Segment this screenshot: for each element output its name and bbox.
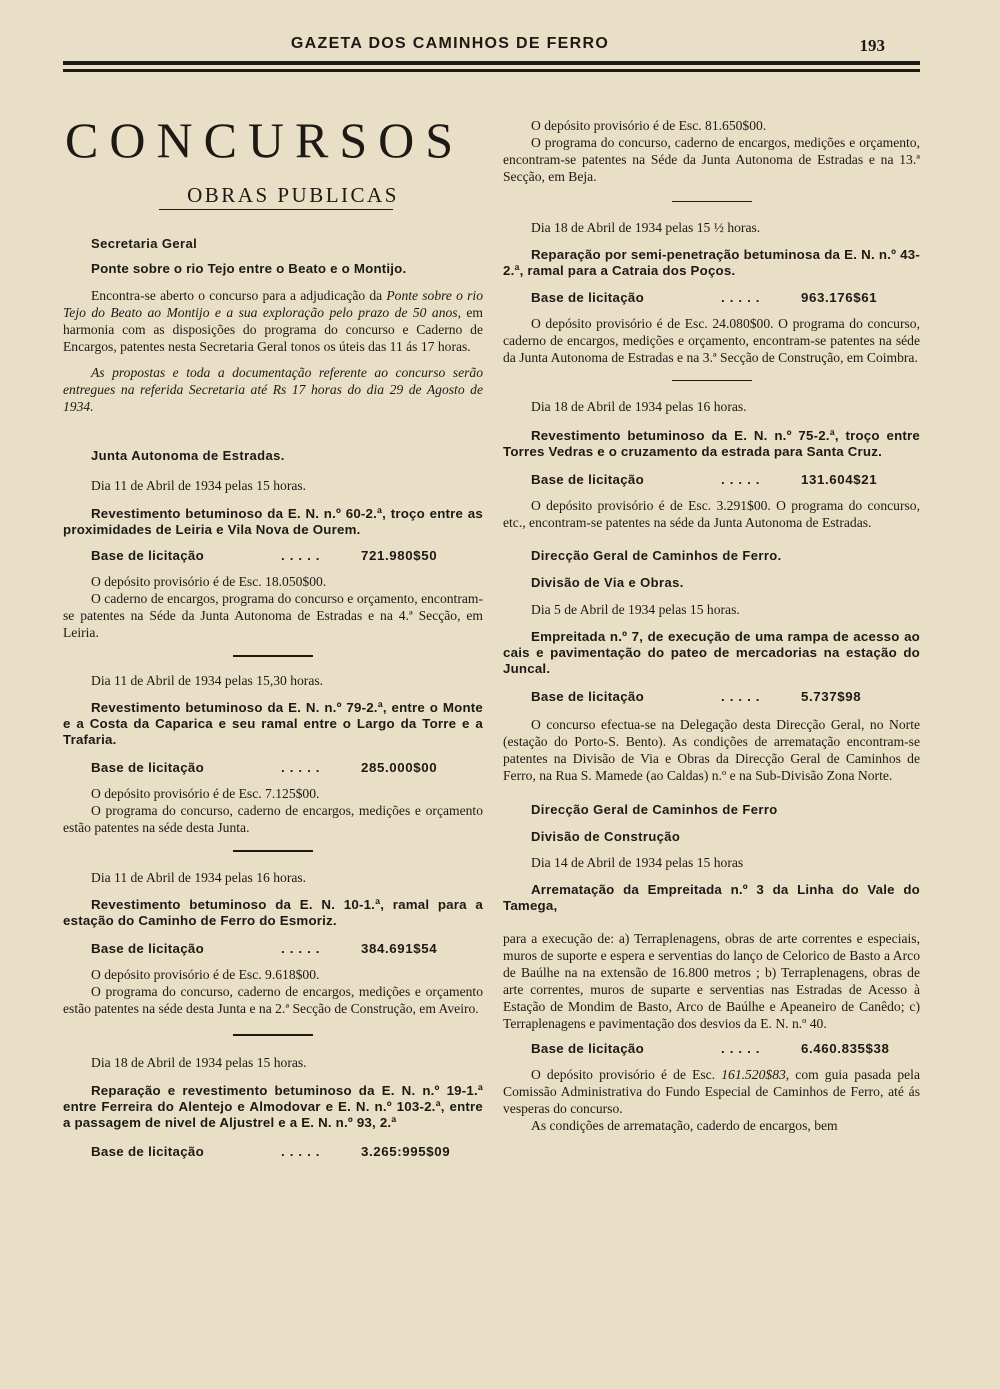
notice-date: Dia 18 de Abril de 1934 pelas 16 horas. [531,399,747,414]
separator-rule [672,201,752,202]
subtitle-underline [159,209,393,210]
header-rule-secondary [63,69,920,72]
notice-paragraph: As propostas e toda a documentação referente ao concurso serão entregues na referida Secretaria até Rs 17 horas do dia 29 de Agosto de 1934. [63,365,483,414]
org-heading: Direcção Geral de Caminhos de Ferro. [531,548,782,563]
notice-paragraph: O concurso efectua-se na Delegação desta Direcção Geral, no Norte (estação do Porto-S. Bento). As condições de arrematação encontram-se patentes na Divisão de Via e Obras da Direcção Geral de Caminhos de Ferro, na Rua S. Mamede (ao Caldas) n.º e na Sub-Divisão Zona Norte. [503,717,920,783]
base-licitacao: Base de licitação ..... 963.176$61 [531,290,878,305]
notice-paragraph: O programa do concurso, caderno de encargos, medições e orçamento estão patentes na séde desta Junta e na 2.ª Secção de Construção, em Aveiro. [63,984,483,1016]
base-licitacao: Base de licitação ..... 285.000$00 [91,760,438,775]
base-licitacao: Base de licitação ..... 384.691$54 [91,941,438,956]
notice-title: Revestimento betuminoso da E. N. n.º 79-2.ª, entre o Monte e a Costa da Caparica e seu ramal entre o Largo da Torre e a Trafaria. [63,700,483,747]
notice-paragraph: O depósito provisório é de Esc. 24.080$00. O programa do concurso, caderno de encargos, medições e orçamento, encontram-se patentes na séde da Junta Autonoma de Estradas e na 3.ª Secção de Construção, em Coimbra. [503,316,920,365]
notice-date: Dia 5 de Abril de 1934 pelas 15 horas. [531,602,740,617]
notice-title: Arrematação da Empreitada n.º 3 da Linha do Vale do Tamega, [503,882,920,913]
base-licitacao: Base de licitação ..... 721.980$50 [91,548,438,563]
notice-paragraph: As condições de arrematação, caderdo de encargos, bem [531,1118,838,1133]
base-licitacao: Base de licitação ..... 5.737$98 [531,689,862,704]
notice-paragraph: O depósito provisório é de Esc. 3.291$00. O programa do concurso, etc., encontram-se patentes na séde da Junta Autonoma de Estradas. [503,498,920,530]
notice-date: Dia 18 de Abril de 1934 pelas 15 ½ horas. [531,220,761,235]
header-rule [63,61,920,65]
notice-date: Dia 11 de Abril de 1934 pelas 15,30 horas. [91,673,324,688]
notice-paragraph: O depósito provisório é de Esc. 9.618$00. [91,967,320,982]
notice-title: Reparação e revestimento betuminoso da E. N. n.º 19-1.ª entre Ferreira do Alentejo e Almodovar e E. N. n.º 103-2.ª, entre a passagem de nivel de Aljustrel e a E. N. n.º 93, 2.ª [63,1083,483,1130]
notice-title: Revestimento betuminoso da E. N. 10-1.ª, ramal para a estação do Caminho de Ferro do Esmoriz. [63,897,483,928]
base-licitacao: Base de licitação ..... 131.604$21 [531,472,878,487]
notice-date: Dia 14 de Abril de 1934 pelas 15 horas [531,855,744,870]
division-heading: Divisão de Via e Obras. [531,575,684,590]
notice-title: Revestimento betuminoso da E. N. n.º 60-2.ª, troço entre as proximidades de Leiria e Vila Nova de Ourem. [63,506,483,537]
org-heading: Junta Autonoma de Estradas. [91,448,285,463]
org-heading: Secretaria Geral [91,236,198,251]
notice-date: Dia 11 de Abril de 1934 pelas 16 horas. [91,870,307,885]
notice-title: Revestimento betuminoso da E. N. n.º 75-2.ª, troço entre Torres Vedras e o cruzamento da estrada para Santa Cruz. [503,428,920,459]
separator-rule [233,850,313,852]
left-column [63,110,483,1159]
separator-rule [672,380,752,381]
base-licitacao: Base de licitação ..... 6.460.835$38 [531,1041,890,1056]
notice-paragraph: para a execução de: a) Terraplenagens, obras de arte correntes e especiais, muros de suporte e espera e serventias do lanço de Celorico de Basto a Arco de Baúlhe na na extensão de 16.800 metros ; b) Terraplenagens, obras de arte correntes, muros de suparte e serventias nas Estradas de Acesso à Estação de Mondim de Basto, Arco de Baúlhe e Apeaneiro de Canêdo; c) Terraplenagens e pavimentação dos desvios da E. N. n.º 40. [503,931,920,1031]
notice-title: Empreitada n.º 7, de execução de uma rampa de acesso ao cais e pavimentação do pateo de mercadorias na estação do Juncal. [503,629,920,676]
notice-paragraph: O caderno de encargos, programa do concurso e orçamento, encontram-se patentes na Séde da Junta Autonoma de Estradas e na 4.ª Secção, em Leiria. [63,591,483,640]
notice-paragraph: O depósito provisório é de Esc. 81.650$00. [531,118,767,133]
page-number: 193 [859,36,885,55]
notice-date: Dia 11 de Abril de 1934 pelas 15 horas. [91,478,307,493]
notice-paragraph: O depósito provisório é de Esc. 161.520$83, com guia pasada pela Comissão Administrativa do Fundo Especial de Caminhos de Ferro, até ás vesperas do concurso. [503,1067,920,1116]
notice-paragraph: O depósito provisório é de Esc. 18.050$00. [91,574,327,589]
org-heading: Direcção Geral de Caminhos de Ferro [531,802,778,817]
division-heading: Divisão de Construção [531,829,681,844]
publication-title: GAZETA DOS CAMINHOS DE FERRO [290,35,610,52]
notice-paragraph: O programa do concurso, caderno de encargos, medições e orçamento, encontram-se patentes na Séde da Junta Autonoma de Estradas e na 13.ª Secção, em Beja. [503,135,920,184]
notice-paragraph: O depósito provisório é de Esc. 7.125$00. [91,786,320,801]
section-title: CONCURSOS [65,112,465,168]
notice-date: Dia 18 de Abril de 1934 pelas 15 horas. [91,1055,307,1070]
separator-rule [233,1034,313,1036]
base-licitacao: Base de licitação ..... 3.265:995$09 [91,1144,451,1159]
notice-title: Ponte sobre o rio Tejo entre o Beato e o Montijo. [91,261,407,276]
notice-paragraph: Encontra-se aberto o concurso para a adjudicação da Ponte sobre o rio Tejo do Beato ao Montijo e a sua exploração pelo prazo de 50 anos, em harmonia com as disposições do programa do concurso e Caderno de Encargos, patentes nesta Secretaria Geral tonos os úteis das 11 ás 17 horas. [63,288,483,354]
separator-rule [233,655,313,657]
notice-paragraph: O programa do concurso, caderno de encargos, medições e orçamento estão patentes na séde desta Junta. [63,803,483,835]
section-subtitle: OBRAS PUBLICAS [187,183,399,207]
right-column [503,117,920,1134]
notice-title: Reparação por semi-penetração betuminosa da E. N. n.º 43-2.ª, ramal para a Catraia dos Poços. [503,247,920,278]
